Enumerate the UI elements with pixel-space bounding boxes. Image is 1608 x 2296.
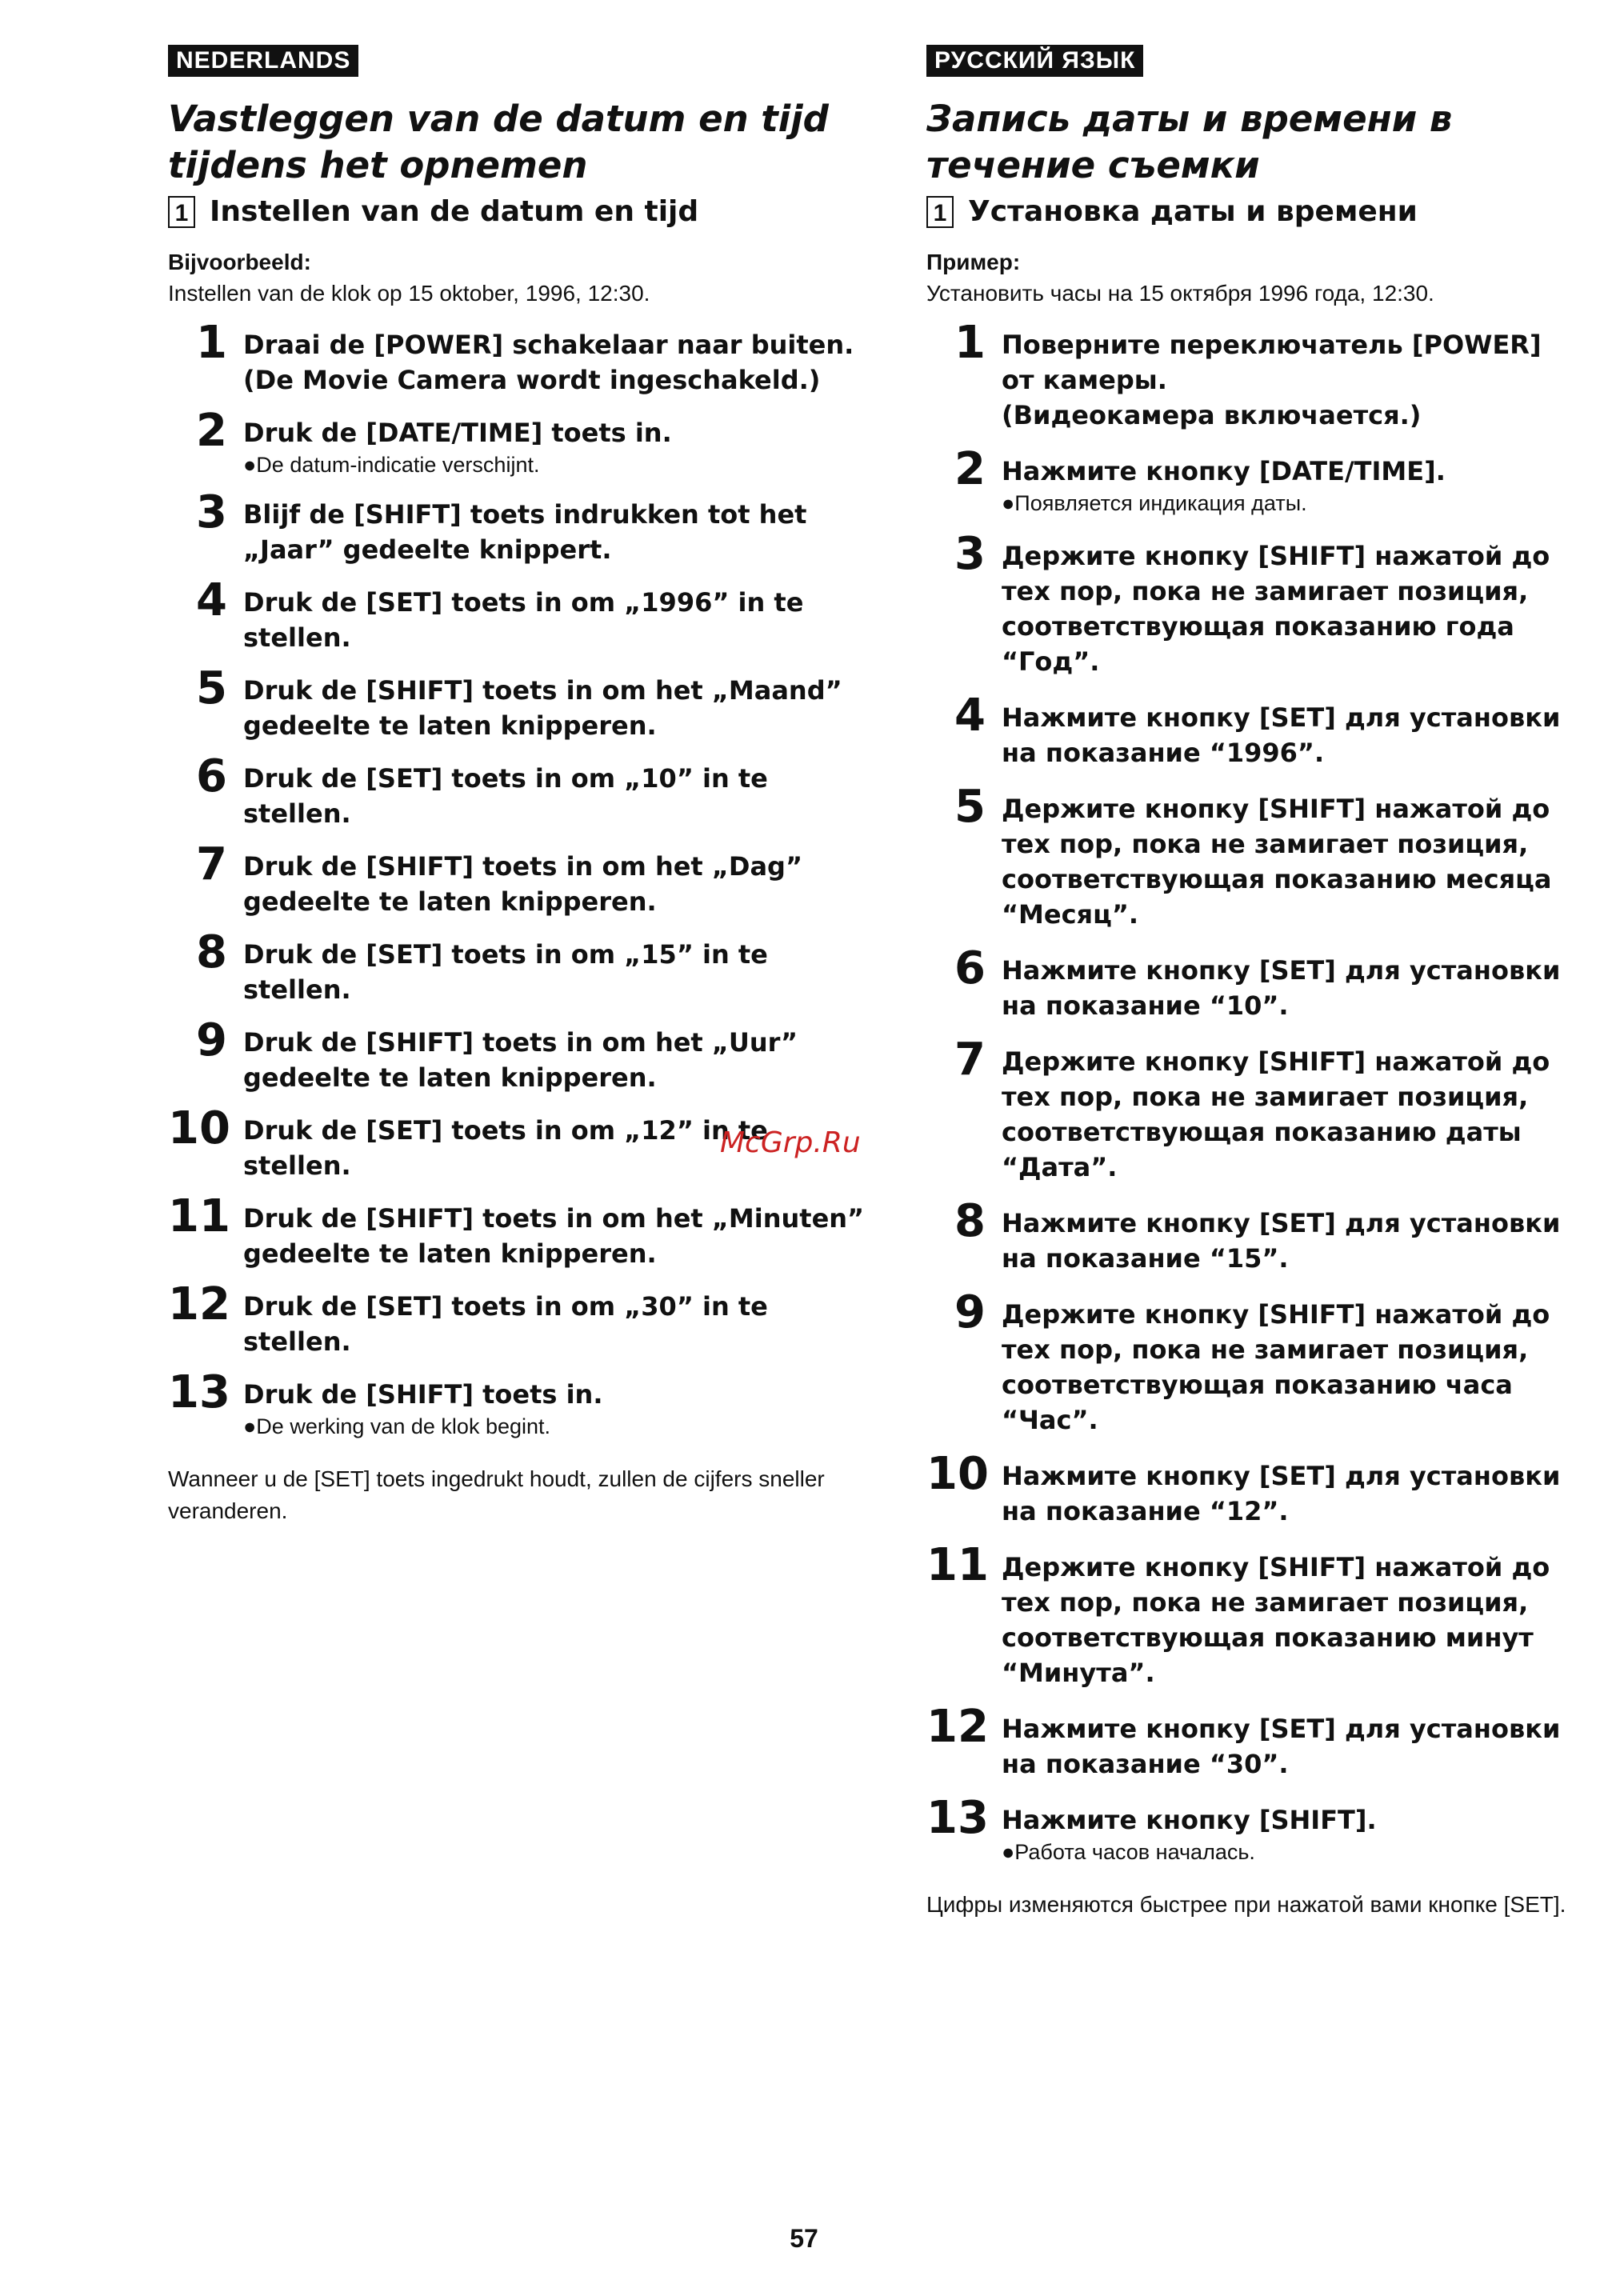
- step-note: ●De werking van de klok begint.: [243, 1414, 551, 1438]
- subsection-number: 1: [926, 196, 954, 228]
- step-text: Нажмите кнопку [SET] для установки на показание “1996”.: [1002, 702, 1561, 768]
- russian-column: [926, 45, 1582, 1921]
- step-text: Druk de [SHIFT] toets in om het „Dag” gedeelte te laten knipperen.: [243, 851, 802, 917]
- step-body: [243, 930, 872, 1007]
- step-number: 9: [196, 1014, 227, 1066]
- step-body: [243, 490, 872, 567]
- step-text: Druk de [SET] toets in om „15” in te stellen.: [243, 939, 768, 1005]
- step-number: 5: [196, 662, 227, 714]
- step-text: Держите кнопку [SHIFT] нажатой до тех пор, пока не замигает позиция, соответствующая показанию года “Год”.: [1002, 541, 1550, 677]
- step-text: Druk de [DATE/TIME] toets in.: [243, 418, 672, 448]
- step-item: [168, 317, 872, 398]
- step-item: [926, 781, 1582, 932]
- dutch-column: [168, 45, 872, 1527]
- steps-list: [168, 317, 872, 1441]
- step-body: [243, 1194, 872, 1271]
- step-text: Druk de [SET] toets in om „30” in te stellen.: [243, 1291, 768, 1357]
- step-body: [1002, 1452, 1582, 1529]
- step-text: Druk de [SET] toets in om „1996” in te stellen.: [243, 587, 804, 653]
- step-body: [243, 842, 872, 919]
- step-text: Druk de [SHIFT] toets in.: [243, 1379, 603, 1410]
- step-text: Druk de [SHIFT] toets in om het „Minuten” gedeelte te laten knipperen.: [243, 1203, 865, 1269]
- step-text: Нажмите кнопку [SET] для установки на показание “30”.: [1002, 1714, 1561, 1779]
- final-note: Wanneer u de [SET] toets ingedrukt houdt, zullen de cijfers sneller veranderen.: [168, 1466, 825, 1523]
- step-text: Druk de [SHIFT] toets in om het „Uur” gedeelte te laten knipperen.: [243, 1027, 798, 1093]
- step-number: 10: [926, 1448, 989, 1500]
- step-number: 11: [168, 1190, 230, 1242]
- step-body: [1002, 946, 1582, 1023]
- step-item: [926, 1286, 1582, 1438]
- step-body: [1002, 1290, 1582, 1438]
- section-title: Запись даты и времени в течение съемки: [926, 98, 1453, 186]
- step-text: Druk de [SET] toets in om „10” in te stellen.: [243, 763, 768, 829]
- step-body: [1002, 321, 1582, 433]
- step-number: 7: [196, 838, 227, 890]
- step-text: Держите кнопку [SHIFT] нажатой до тех пор, пока не замигает позиция, соответствующая показанию даты “Дата”.: [1002, 1046, 1550, 1182]
- step-body: [243, 409, 872, 479]
- step-number: 6: [954, 942, 986, 994]
- step-note: ●Появляется индикация даты.: [1002, 491, 1307, 515]
- step-number: 2: [196, 405, 227, 457]
- step-text: Druk de [SET] toets in om „12” in te stellen.: [243, 1115, 768, 1181]
- subsection-title: Установка даты и времени: [968, 195, 1418, 228]
- step-number: 13: [168, 1366, 230, 1418]
- subsection-number: 1: [168, 196, 195, 228]
- step-item: [926, 942, 1582, 1023]
- step-body: [243, 666, 872, 743]
- step-text: Держите кнопку [SHIFT] нажатой до тех пор, пока не замигает позиция, соответствующая показанию месяца “Месяц”.: [1002, 794, 1552, 930]
- step-text: Поверните переключатель [POWER] от камеры. (Видеокамера включается.): [1002, 330, 1542, 430]
- language-badge: РУССКИЙ ЯЗЫК: [926, 45, 1143, 77]
- step-item: [168, 926, 872, 1007]
- step-item: [168, 1190, 872, 1271]
- step-body: [243, 754, 872, 831]
- example-label: Bijvoorbeeld:: [168, 250, 311, 274]
- step-number: 9: [954, 1286, 986, 1338]
- example-text: Установить часы на 15 октября 1996 года, 12:30.: [926, 281, 1434, 306]
- step-note: ●Работа часов началась.: [1002, 1840, 1255, 1864]
- step-number: 3: [954, 528, 986, 580]
- step-item: [926, 1195, 1582, 1276]
- step-text: Draai de [POWER] schakelaar naar buiten. (De Movie Camera wordt ingeschakeld.): [243, 330, 854, 395]
- step-number: 7: [954, 1034, 986, 1086]
- page-number: 57: [790, 2224, 818, 2253]
- step-text: Держите кнопку [SHIFT] нажатой до тех пор, пока не замигает позиция, соответствующая показанию минут “Минута”.: [1002, 1552, 1550, 1688]
- step-body: [243, 1282, 872, 1359]
- example-text: Instellen van de klok op 15 oktober, 1996, 12:30.: [168, 281, 650, 306]
- step-body: [243, 1370, 872, 1441]
- step-number: 13: [926, 1792, 989, 1844]
- step-body: [1002, 1796, 1582, 1866]
- step-number: 8: [196, 926, 227, 978]
- step-item: [168, 838, 872, 919]
- step-item: [926, 1539, 1582, 1690]
- step-item: [926, 1792, 1582, 1866]
- step-body: [1002, 1038, 1582, 1185]
- step-number: 1: [954, 317, 986, 369]
- subsection-heading: [926, 195, 1582, 228]
- step-item: [926, 1448, 1582, 1529]
- steps-list: [926, 317, 1582, 1866]
- step-number: 2: [954, 443, 986, 495]
- step-body: [1002, 785, 1582, 932]
- step-number: 5: [954, 781, 986, 833]
- step-item: [926, 317, 1582, 433]
- step-note: ●De datum-indicatie verschijnt.: [243, 453, 540, 477]
- step-text: Нажмите кнопку [DATE/TIME].: [1002, 456, 1446, 486]
- section-title: Vastleggen van de datum en tijd tijdens het opnemen: [168, 98, 829, 186]
- step-number: 8: [954, 1195, 986, 1247]
- step-number: 12: [926, 1701, 989, 1753]
- step-number: 11: [926, 1539, 989, 1591]
- subsection-heading: [168, 195, 872, 228]
- step-body: [243, 321, 872, 398]
- step-body: [1002, 694, 1582, 770]
- step-number: 4: [196, 574, 227, 626]
- final-note: Цифры изменяются быстрее при нажатой вами кнопке [SET].: [926, 1892, 1566, 1917]
- step-item: [168, 1366, 872, 1441]
- step-item: [926, 1034, 1582, 1185]
- step-number: 10: [168, 1102, 230, 1154]
- step-item: [926, 690, 1582, 770]
- step-number: 12: [168, 1278, 230, 1330]
- step-body: [1002, 1199, 1582, 1276]
- step-item: [168, 1014, 872, 1095]
- example-label: Пример:: [926, 250, 1021, 274]
- step-body: [1002, 1705, 1582, 1782]
- step-text: Druk de [SHIFT] toets in om het „Maand” gedeelte te laten knipperen.: [243, 675, 842, 741]
- step-text: Нажмите кнопку [SHIFT].: [1002, 1805, 1377, 1835]
- step-body: [1002, 532, 1582, 679]
- step-number: 1: [196, 317, 227, 369]
- step-item: [926, 1701, 1582, 1782]
- step-item: [926, 443, 1582, 518]
- step-body: [1002, 447, 1582, 518]
- step-item: [168, 1278, 872, 1359]
- language-badge: NEDERLANDS: [168, 45, 358, 77]
- step-number: 3: [196, 486, 227, 538]
- step-item: [168, 486, 872, 567]
- step-item: [168, 574, 872, 655]
- step-item: [168, 662, 872, 743]
- step-item: [926, 528, 1582, 679]
- step-item: [168, 750, 872, 831]
- watermark: McGrp.Ru: [720, 1126, 861, 1159]
- step-item: [168, 405, 872, 479]
- step-number: 6: [196, 750, 227, 802]
- step-body: [243, 1018, 872, 1095]
- step-text: Держите кнопку [SHIFT] нажатой до тех пор, пока не замигает позиция, соответствующая показанию часа “Час”.: [1002, 1299, 1550, 1435]
- step-text: Нажмите кнопку [SET] для установки на показание “15”.: [1002, 1208, 1561, 1274]
- step-text: Нажмите кнопку [SET] для установки на показание “10”.: [1002, 955, 1561, 1021]
- step-text: Нажмите кнопку [SET] для установки на показание “12”.: [1002, 1461, 1561, 1526]
- subsection-title: Instellen van de datum en tijd: [210, 195, 699, 228]
- step-body: [243, 578, 872, 655]
- step-body: [1002, 1543, 1582, 1690]
- step-number: 4: [954, 690, 986, 742]
- step-text: Blijf de [SHIFT] toets indrukken tot het „Jaar” gedeelte knippert.: [243, 499, 807, 565]
